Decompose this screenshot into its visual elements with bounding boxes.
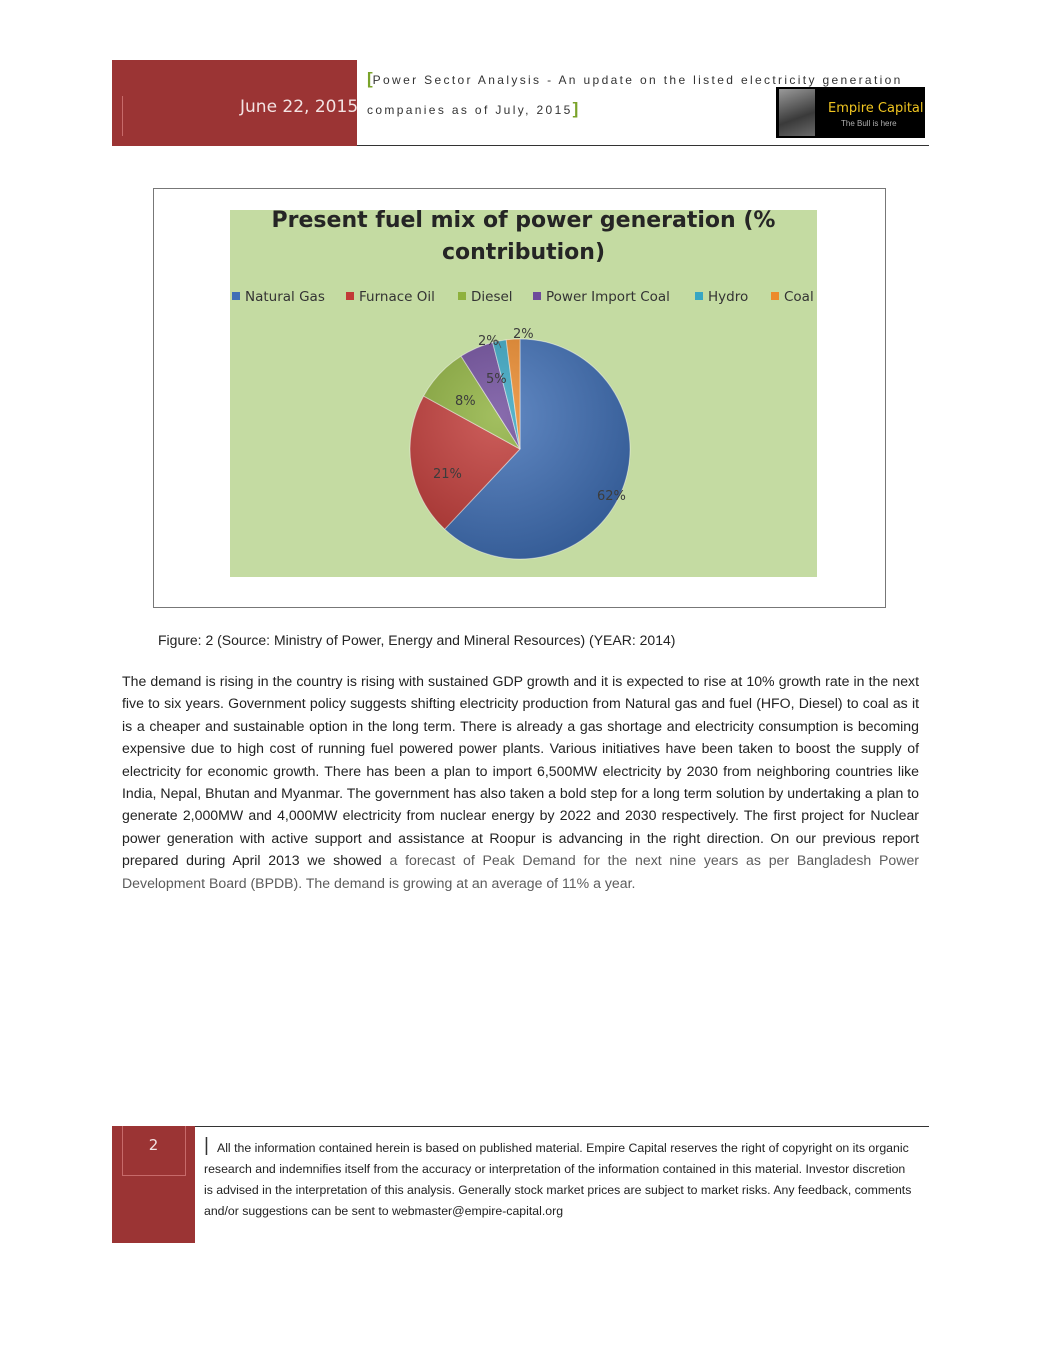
legend-item [771,289,814,305]
data-label: 62% [597,489,626,504]
data-label: 2% [478,334,499,349]
chart-title: Present fuel mix of power generation (% contribution) [271,208,776,265]
pie-shading [410,339,630,559]
logo-name: Empire Capital [828,101,924,116]
legend-swatch [695,292,703,300]
data-label: 5% [486,372,507,387]
footer-rule [195,1126,929,1127]
body-text-forecast: a forecast of Peak Demand for the next nine years as per Bangladesh Power Development Board (BPDB). The demand is growing at an average of 11% a year. [122,852,919,891]
data-label: 2% [513,327,534,342]
legend-label: Power Import Coal [546,289,670,305]
legend-swatch [771,292,779,300]
header-title-text-2: companies as of July, 2015 [367,103,573,117]
legend-swatch [232,292,240,300]
body-paragraph [122,670,919,894]
bull-icon [779,89,815,136]
footer-separator: | [204,1135,209,1156]
legend-item [346,289,435,305]
header-title-text-1: Power Sector Analysis - An update on the listed electricity generation [372,73,903,87]
body-text: The demand is rising in the country is rising with sustained GDP growth and it is expected to rise at 10% growth rate in the next five to six years. Government policy suggests shifting electricity production from Natural gas and fuel (HFO, Diesel) to coal as it is a cheaper and sustainable option in the long term. There is already a gas shortage and electricity consumption is becoming expensive due to high cost of running fuel powered power plants. Various initiatives have been taken to boost the supply of electricity for economic growth. There has been a plan to import 6,500MW electricity by 2030 from neighboring countries like India, Nepal, Bhutan and Myanmar. The government has also taken a bold step for a long term solution by undertaking a plan to generate 2,000MW and 4,000MW electricity from nuclear energy by 2022 and 2030 respectively. The first project for Nuclear power generation with active support and assistance at Roopur is advancing in the right direction. On our previous report prepared during April 2013 we showed [122,673,919,869]
legend-label: Diesel [471,289,513,305]
legend-item [458,289,513,305]
data-label: 8% [455,394,476,409]
header-title-line2 [367,99,578,119]
data-label: 21% [433,467,462,482]
logo-tagline: The Bull is here [841,119,897,128]
legend-item [232,289,325,305]
close-bracket: ] [572,99,579,118]
legend-label: Hydro [708,289,749,305]
header-title-line1 [367,69,903,89]
legend-label: Furnace Oil [359,289,435,305]
legend-swatch [533,292,541,300]
legend-swatch [346,292,354,300]
header-date: June 22, 2015 [240,97,359,117]
pie-chart [230,320,817,577]
legend-label: Natural Gas [245,289,325,305]
open-bracket: [ [367,69,373,88]
legend-swatch [458,292,466,300]
legend-label: Coal [784,289,814,305]
page-number: 2 [148,1136,159,1154]
header-rule [357,145,929,146]
footer-disclaimer [204,1138,916,1222]
footer-disclaimer-text: All the information contained herein is based on published material. Empire Capital reserves the right of copyright on its organic research and indemnifies itself from the accuracy or interpretation of the information contained in this material. Investor discretion is advised in the interpretation of this analysis. Generally stock market prices are subject to market risks. Any feedback, comments and/or suggestions can be sent to webmaster@empire-capital.org [204,1141,912,1218]
legend-item [695,289,748,305]
figure-caption: Figure: 2 (Source: Ministry of Power, Energy and Mineral Resources) (YEAR: 2014) [158,632,676,648]
legend-item [533,289,670,305]
